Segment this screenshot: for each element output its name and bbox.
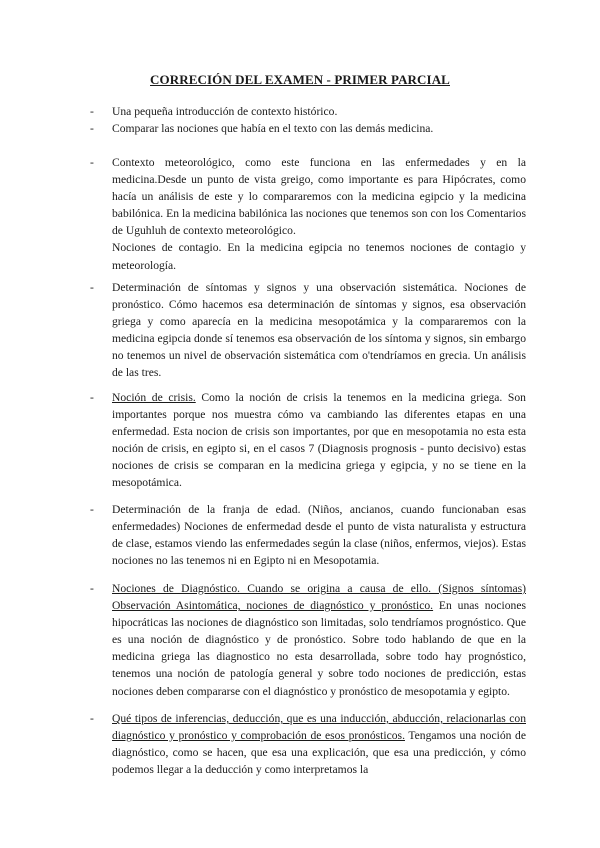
list-item	[90, 154, 526, 274]
item-text: Comparar las nociones que había en el texto con las demás medicina.	[112, 122, 434, 135]
item-text: Contexto meteorológico, como este funciona en las enfermedades y en la medicina.Desde un punto de vista greigo, como importante es para Hipócrates, como hacía un análisis de este y lo compararemos con la medicina egipcio y la medicina babilónica. En la medicina babilónica las nociones que tenemos son con los Comentarios de Uguhluh de contexto meteorológico.	[112, 156, 526, 238]
item-text: Determinación de síntomas y signos y una observación sistemática. Nociones de pronóstico. Cómo hacemos esa determinación de síntomas y signos, esa observación griega y como aparecía en la medicina mesopotámica y la compararemos con la medicina egipcia donde sí tenemos esa observación de los síntoma y signos, sin embargo no tenemos un nivel de observación sistemática com o'tendríamos en grecia. Un análisis de las tres.	[112, 281, 526, 380]
bullet-dash: -	[90, 712, 94, 725]
bullet-dash: -	[90, 582, 94, 595]
list-item	[90, 103, 526, 120]
item-text-continued: Nociones de contagio. En la medicina egipcia no tenemos nociones de contagio y meteorología.	[112, 241, 526, 272]
bullet-dash: -	[90, 122, 94, 135]
bullet-dash: -	[90, 156, 94, 169]
item-underlined-heading: Qué tipos de inferencias, deducción, que es una inducción, abducción, relacionarlas con diagnóstico y pronóstico y comprobación de esos pronósticos.	[112, 712, 526, 743]
list-item	[90, 389, 526, 492]
item-text: En unas nociones hipocráticas las nociones de diagnóstico son limitadas, solo tendríamos prognóstico. Que es una noción de diagnóstico y de pronóstico. Sobre todo hablando de que en la medicina griega las diagnostico no esta desarrollada, sobre todo hay prognóstico, tenemos una noción de patología general y sobre todo nociones de predicción, estas nociones deben compararse con el diagnóstico y pronóstico de mesopotamia y egipto.	[112, 599, 526, 698]
list-item	[90, 279, 526, 382]
list-item	[90, 580, 526, 700]
item-underlined-heading: Noción de crisis.	[112, 391, 196, 404]
item-text: Determinación de la franja de edad. (Niños, ancianos, cuando funcionaban esas enfermedades) Nociones de enfermedad desde el punto de vista naturalista y estructura de clase, estamos viendo las enfermedades según la clase (niños, enfermos, viejos). Estas nociones no las tenemos ni en Egipto ni en Mesopotamia.	[112, 503, 526, 568]
document-title: CORRECIÓN DEL EXAMEN - PRIMER PARCIAL	[150, 72, 450, 87]
bullet-dash: -	[90, 105, 94, 118]
list-item	[90, 501, 526, 569]
item-text: Tengamos una noción de diagnóstico, como se hacen, que esa una explicación, que esa una predicción, y cómo podemos llegar a la deducción y como interpretamos la	[112, 729, 526, 777]
item-text: Una pequeña introducción de contexto histórico.	[112, 105, 338, 118]
bullet-dash: -	[90, 391, 94, 404]
bullet-dash: -	[90, 503, 94, 516]
list-item	[90, 710, 526, 778]
list-item	[90, 120, 526, 137]
item-text: Como la noción de crisis la tenemos en la medicina griega. Son importantes porque nos muestra cómo va cambiando las diferentes etapas en una enfermedad. Esta nocion de crisis son importantes, por que en mesopotamia no esta esta noción de crisis, en egipto si, en el casos 7 (Diagnosis prognosis - punto decisivo) estas nociones de crisis se comparan en la medicina griega y egipcia, y no se tiene en la mesopotámica.	[112, 391, 526, 490]
bullet-dash: -	[90, 281, 94, 294]
item-underlined-heading: Nociones de Diagnóstico. Cuando se origina a causa de ello. (Signos síntomas) Observación Asintomática, nociones de diagnóstico y pronóstico.	[112, 582, 526, 613]
